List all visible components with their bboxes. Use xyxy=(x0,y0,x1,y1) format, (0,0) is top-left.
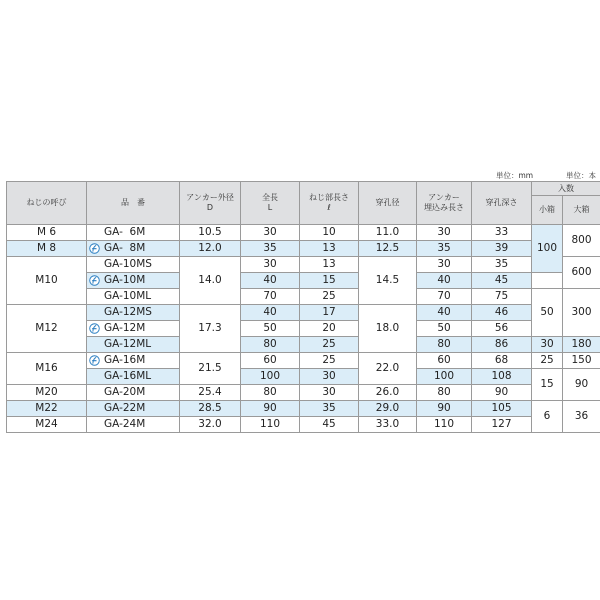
cell-hole-depth: 39 xyxy=(472,241,532,257)
cell-hole-diameter: 29.0 xyxy=(359,401,417,417)
cell-thread-length: 15 xyxy=(300,273,359,289)
cell-thread-length: 17 xyxy=(300,305,359,321)
cell-thread-length: 10 xyxy=(300,225,359,241)
table-row xyxy=(7,257,600,273)
cell-thread-length: 25 xyxy=(300,289,359,305)
header-model: 品 番 xyxy=(87,182,180,225)
cell-embed-length: 90 xyxy=(417,401,472,417)
cell-length: 40 xyxy=(241,305,300,321)
header-hole-depth: 穿孔深さ xyxy=(472,182,532,225)
certification-mark-icon xyxy=(89,275,100,286)
cell-model: GA-16ML xyxy=(87,369,180,385)
header-embed-length: アンカー 埋込み長さ xyxy=(417,182,472,225)
cell-model: GA-16M xyxy=(87,353,180,369)
cell-small-box: 50 xyxy=(532,289,563,337)
cell-length: 60 xyxy=(241,353,300,369)
cell-outer-diameter: 25.4 xyxy=(180,385,241,401)
cell-hole-depth: 75 xyxy=(472,289,532,305)
cell-hole-depth: 90 xyxy=(472,385,532,401)
certification-mark-icon xyxy=(89,243,100,254)
table-row xyxy=(7,401,600,417)
cell-model: GA-10ML xyxy=(87,289,180,305)
header-large-box: 大箱 xyxy=(563,196,600,225)
certification-mark-icon xyxy=(89,323,100,334)
table-row xyxy=(7,305,600,321)
cell-name: M 8 xyxy=(7,241,87,257)
header-hole-diameter: 穿孔径 xyxy=(359,182,417,225)
cell-thread-length: 30 xyxy=(300,385,359,401)
cell-thread-length: 25 xyxy=(300,337,359,353)
certification-mark-icon xyxy=(89,355,100,366)
cell-small-box: 100 xyxy=(532,225,563,273)
cell-model: GA-12MS xyxy=(87,305,180,321)
cell-embed-length: 80 xyxy=(417,385,472,401)
cell-hole-depth: 56 xyxy=(472,321,532,337)
cell-hole-diameter: 26.0 xyxy=(359,385,417,401)
cell-model: GA-10M xyxy=(87,273,180,289)
cell-embed-length: 110 xyxy=(417,417,472,433)
cell-name: M16 xyxy=(7,353,87,385)
cell-embed-length: 40 xyxy=(417,305,472,321)
cell-outer-diameter: 32.0 xyxy=(180,417,241,433)
cell-thread-length: 45 xyxy=(300,417,359,433)
cell-length: 35 xyxy=(241,241,300,257)
cell-embed-length: 35 xyxy=(417,241,472,257)
table-row xyxy=(7,273,600,289)
table-row xyxy=(7,417,600,433)
cell-model: GA-22M xyxy=(87,401,180,417)
header-name: ねじの呼び xyxy=(7,182,87,225)
cell-name: M12 xyxy=(7,305,87,353)
cell-length: 40 xyxy=(241,273,300,289)
table-row xyxy=(7,353,600,369)
cell-hole-depth: 86 xyxy=(472,337,532,353)
cell-length: 80 xyxy=(241,337,300,353)
cell-embed-length: 70 xyxy=(417,289,472,305)
cell-thread-length: 20 xyxy=(300,321,359,337)
cell-hole-diameter: 12.5 xyxy=(359,241,417,257)
cell-name: M 6 xyxy=(7,225,87,241)
cell-outer-diameter: 12.0 xyxy=(180,241,241,257)
cell-embed-length: 50 xyxy=(417,321,472,337)
cell-hole-depth: 68 xyxy=(472,353,532,369)
header-outer-diameter: アンカー外径 D xyxy=(180,182,241,225)
cell-hole-depth: 105 xyxy=(472,401,532,417)
cell-hole-depth: 35 xyxy=(472,257,532,273)
cell-name: M10 xyxy=(7,257,87,305)
cell-embed-length: 100 xyxy=(417,369,472,385)
cell-small-box: 15 xyxy=(532,369,563,401)
cell-embed-length: 30 xyxy=(417,257,472,273)
cell-outer-diameter: 17.3 xyxy=(180,305,241,353)
cell-thread-length: 13 xyxy=(300,257,359,273)
cell-model: GA-10MS xyxy=(87,257,180,273)
table-row xyxy=(7,225,600,241)
cell-outer-diameter: 28.5 xyxy=(180,401,241,417)
header-length: 全長 L xyxy=(241,182,300,225)
cell-length: 90 xyxy=(241,401,300,417)
cell-length: 30 xyxy=(241,257,300,273)
cell-hole-depth: 127 xyxy=(472,417,532,433)
table-row xyxy=(7,289,600,305)
cell-model: GA-24M xyxy=(87,417,180,433)
cell-length: 100 xyxy=(241,369,300,385)
cell-hole-depth: 45 xyxy=(472,273,532,289)
cell-model: GA-12M xyxy=(87,321,180,337)
cell-small-box: 30 xyxy=(532,337,563,353)
unit-mm-label: 単位：mm xyxy=(496,171,534,180)
cell-large-box: 300 xyxy=(563,289,600,337)
cell-model: GA- 8M xyxy=(87,241,180,257)
cell-hole-diameter: 33.0 xyxy=(359,417,417,433)
cell-embed-length: 60 xyxy=(417,353,472,369)
table-row xyxy=(7,321,600,337)
cell-large-box: 180 xyxy=(563,337,600,353)
cell-hole-diameter: 14.5 xyxy=(359,257,417,305)
cell-name: M20 xyxy=(7,385,87,401)
table-row xyxy=(7,369,600,385)
unit-pieces-label: 単位：本 xyxy=(566,171,596,180)
cell-thread-length: 35 xyxy=(300,401,359,417)
cell-embed-length: 40 xyxy=(417,273,472,289)
cell-hole-depth: 108 xyxy=(472,369,532,385)
cell-outer-diameter: 14.0 xyxy=(180,257,241,305)
cell-length: 70 xyxy=(241,289,300,305)
cell-length: 30 xyxy=(241,225,300,241)
cell-hole-diameter: 22.0 xyxy=(359,353,417,385)
cell-thread-length: 13 xyxy=(300,241,359,257)
cell-length: 80 xyxy=(241,385,300,401)
header-small-box: 小箱 xyxy=(532,196,563,225)
cell-small-box: 6 xyxy=(532,401,563,433)
cell-small-box: 25 xyxy=(532,353,563,369)
cell-model: GA-12ML xyxy=(87,337,180,353)
cell-large-box: 600 xyxy=(563,257,600,289)
table-row xyxy=(7,385,600,401)
cell-embed-length: 30 xyxy=(417,225,472,241)
header-thread-length: ねじ部長さ ℓ xyxy=(300,182,359,225)
cell-large-box: 800 xyxy=(563,225,600,257)
cell-large-box: 150 xyxy=(563,353,600,369)
table-row xyxy=(7,241,600,257)
cell-large-box: 36 xyxy=(563,401,600,433)
cell-length: 50 xyxy=(241,321,300,337)
table-row xyxy=(7,337,600,353)
spec-table xyxy=(6,181,600,433)
cell-hole-diameter: 18.0 xyxy=(359,305,417,353)
cell-outer-diameter: 10.5 xyxy=(180,225,241,241)
cell-name: M22 xyxy=(7,401,87,417)
cell-model: GA- 6M xyxy=(87,225,180,241)
cell-hole-diameter: 11.0 xyxy=(359,225,417,241)
cell-length: 110 xyxy=(241,417,300,433)
cell-outer-diameter: 21.5 xyxy=(180,353,241,385)
cell-hole-depth: 46 xyxy=(472,305,532,321)
cell-large-box: 90 xyxy=(563,369,600,401)
cell-thread-length: 30 xyxy=(300,369,359,385)
cell-embed-length: 80 xyxy=(417,337,472,353)
cell-name: M24 xyxy=(7,417,87,433)
header-quantity: 入数 xyxy=(532,182,600,196)
cell-thread-length: 25 xyxy=(300,353,359,369)
cell-model: GA-20M xyxy=(87,385,180,401)
cell-hole-depth: 33 xyxy=(472,225,532,241)
